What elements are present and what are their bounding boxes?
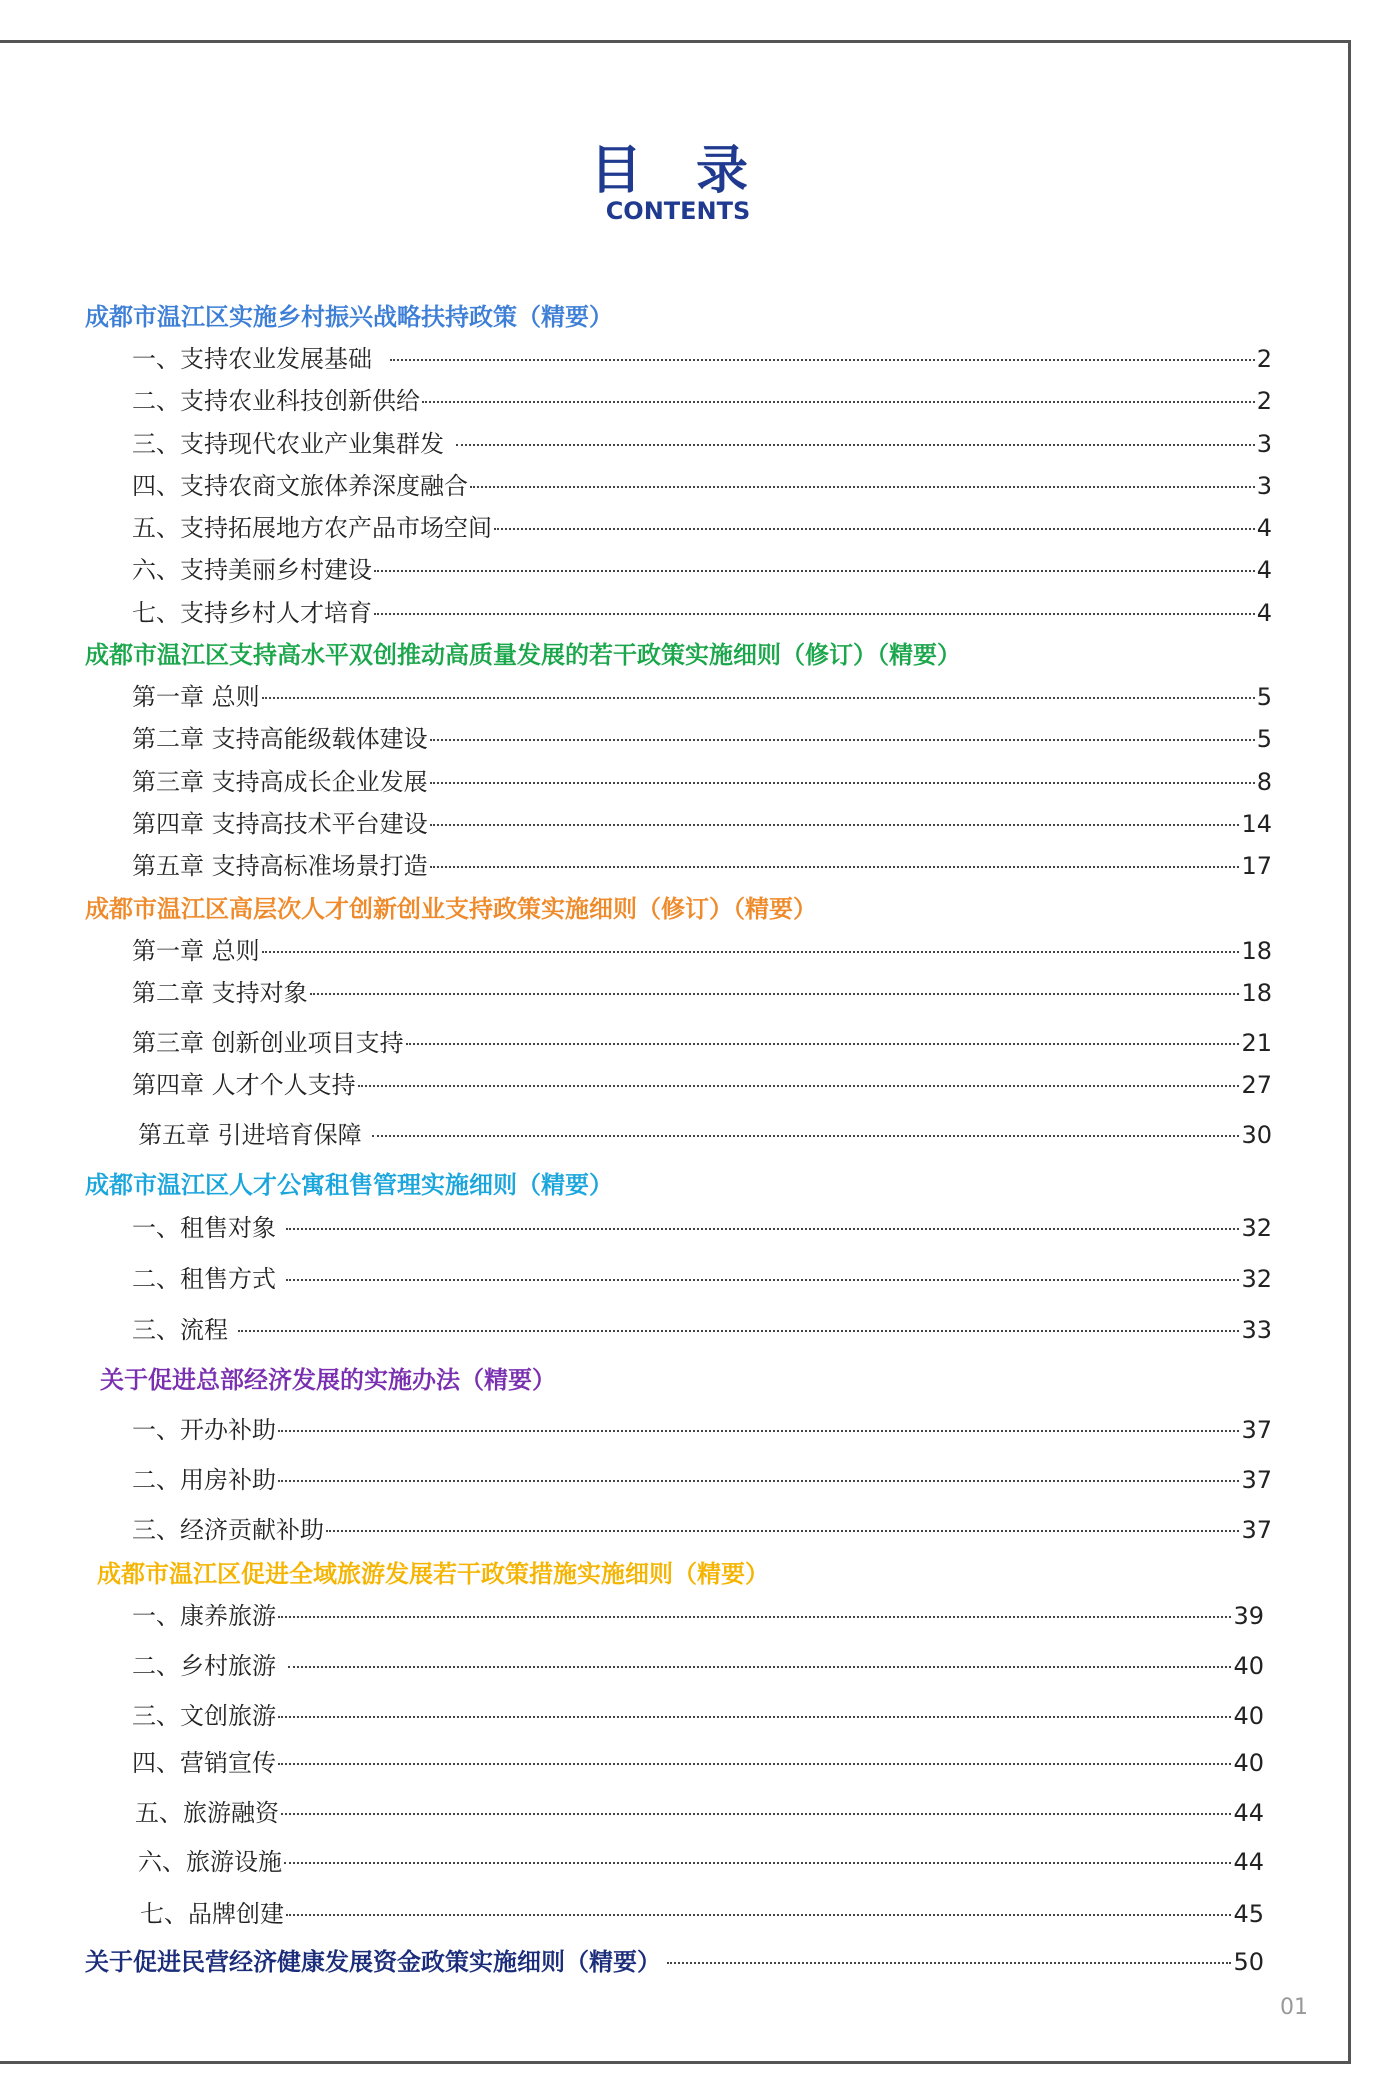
toc-entry-label: 第二章 支持高能级载体建设: [132, 725, 428, 753]
toc-entry-page: 39: [1233, 1602, 1264, 1630]
toc-entry-page: 21: [1241, 1029, 1272, 1057]
toc-entry-label: 二、用房补助: [132, 1466, 276, 1494]
toc-entry-page: 30: [1241, 1121, 1272, 1149]
toc-leader: [374, 613, 1255, 615]
toc-entry[interactable]: [132, 343, 1272, 375]
toc-entry-label: 第四章 支持高技术平台建设: [132, 810, 428, 838]
toc-entry-label: 一、开办补助: [132, 1416, 276, 1444]
toc-entry-label: 第三章 支持高成长企业发展: [132, 768, 428, 796]
toc-leader: [286, 1279, 1239, 1281]
toc-leader: [667, 1962, 1231, 1964]
toc-entry[interactable]: [132, 1650, 1264, 1682]
toc-entry[interactable]: [132, 1069, 1272, 1101]
toc-entry[interactable]: [132, 512, 1272, 544]
toc-entry-page: 45: [1233, 1900, 1264, 1928]
toc-leader: [430, 866, 1240, 868]
toc-entry[interactable]: [132, 1600, 1264, 1632]
toc-entry-page: 2: [1256, 345, 1272, 373]
toc-entry[interactable]: [132, 1314, 1272, 1346]
toc-section-title[interactable]: 成都市温江区支持高水平双创推动高质量发展的若干政策实施细则（修订）（精要）: [85, 641, 961, 669]
toc-entry-page: 8: [1256, 768, 1272, 796]
toc-entry-label: 第三章 创新创业项目支持: [132, 1029, 404, 1057]
toc-leader: [278, 1763, 1231, 1765]
toc-entry[interactable]: [138, 1846, 1264, 1878]
toc-entry[interactable]: [140, 1898, 1264, 1930]
toc-entry-page: 4: [1256, 514, 1272, 542]
toc-section-title[interactable]: 成都市温江区促进全域旅游发展若干政策措施实施细则（精要）: [97, 1560, 769, 1588]
toc-entry[interactable]: [132, 1747, 1264, 1779]
toc-section-title[interactable]: 成都市温江区实施乡村振兴战略扶持政策（精要）: [85, 303, 613, 331]
toc-entry[interactable]: [132, 808, 1272, 840]
toc-leader: [278, 1430, 1239, 1432]
toc-entry-label: 一、支持农业发展基础: [132, 345, 372, 373]
toc-entry[interactable]: [132, 597, 1272, 629]
toc-entry-page: 18: [1241, 979, 1272, 1007]
toc-entry-label: 第五章 引进培育保障: [138, 1121, 362, 1149]
toc-entry-label: 五、支持拓展地方农产品市场空间: [132, 514, 492, 542]
toc-entry[interactable]: [132, 1027, 1272, 1059]
toc-entry[interactable]: [132, 385, 1272, 417]
toc-entry-page: 50: [1233, 1948, 1264, 1976]
toc-leader: [390, 359, 1255, 361]
toc-entry-label: 三、流程: [132, 1316, 228, 1344]
toc-leader: [278, 1616, 1231, 1618]
toc-entry-page: 5: [1256, 725, 1272, 753]
toc-entry-page: 32: [1241, 1214, 1272, 1242]
toc-entry[interactable]: [132, 554, 1272, 586]
toc-entry-label: 三、文创旅游: [132, 1702, 276, 1730]
toc-entry-label: 第四章 人才个人支持: [132, 1071, 356, 1099]
toc-entry[interactable]: [132, 1464, 1272, 1496]
toc-leader: [374, 570, 1255, 572]
toc-entry-label: 一、康养旅游: [132, 1602, 276, 1630]
toc-entry-page: 14: [1241, 810, 1272, 838]
toc-leader: [456, 444, 1255, 446]
toc-leader: [422, 401, 1255, 403]
toc-entry-page: 40: [1233, 1702, 1264, 1730]
toc-leader: [430, 782, 1255, 784]
toc-section-title[interactable]: 关于促进总部经济发展的实施办法（精要）: [100, 1366, 556, 1394]
toc-entry-page: 4: [1256, 599, 1272, 627]
toc-entry-page: 5: [1256, 683, 1272, 711]
toc-section-entry[interactable]: [85, 1946, 1264, 1978]
toc-leader: [310, 993, 1240, 995]
toc-entry-page: 33: [1241, 1316, 1272, 1344]
toc-entry-page: 40: [1233, 1749, 1264, 1777]
toc-entry-label: 二、乡村旅游: [132, 1652, 276, 1680]
toc-entry-label: 第一章 总则: [132, 683, 260, 711]
toc-leader: [284, 1862, 1231, 1864]
toc-entry-label: 七、支持乡村人才培育: [132, 599, 372, 627]
toc-leader: [358, 1085, 1240, 1087]
toc-entry-label: 三、经济贡献补助: [132, 1516, 324, 1544]
toc-entry-page: 37: [1241, 1466, 1272, 1494]
toc-leader: [286, 1914, 1231, 1916]
toc-leader: [470, 486, 1255, 488]
toc-entry-page: 44: [1233, 1848, 1264, 1876]
toc-entry-label: 第一章 总则: [132, 937, 260, 965]
toc-entry-page: 40: [1233, 1652, 1264, 1680]
toc-entry-page: 3: [1256, 430, 1272, 458]
toc-entry[interactable]: [132, 977, 1272, 1009]
toc-leader: [430, 824, 1240, 826]
toc-entry[interactable]: [132, 428, 1272, 460]
toc-leader: [326, 1530, 1239, 1532]
page-subtitle: CONTENTS: [605, 197, 751, 225]
toc-leader: [288, 1666, 1231, 1668]
toc-leader: [372, 1135, 1240, 1137]
toc-entry-page: 37: [1241, 1516, 1272, 1544]
toc-entry-label: 六、旅游设施: [138, 1848, 282, 1876]
toc-entry[interactable]: [132, 935, 1272, 967]
toc-leader: [430, 739, 1255, 741]
toc-entry-page: 2: [1256, 387, 1272, 415]
toc-entry-page: 17: [1241, 852, 1272, 880]
page-title: 目 录: [589, 141, 767, 201]
toc-entry-label: 二、租售方式: [132, 1265, 276, 1293]
toc-leader: [286, 1228, 1239, 1230]
toc-leader: [238, 1330, 1239, 1332]
toc-entry[interactable]: [138, 1119, 1272, 1151]
toc-leader: [278, 1716, 1231, 1718]
toc-entry-label: 四、支持农商文旅体养深度融合: [132, 472, 468, 500]
toc-entry-label: 第五章 支持高标准场景打造: [132, 852, 428, 880]
toc-entry-page: 18: [1241, 937, 1272, 965]
toc-entry[interactable]: [132, 1414, 1272, 1446]
toc-entry[interactable]: [132, 1514, 1272, 1546]
toc-entry-label: 五、旅游融资: [135, 1799, 279, 1827]
toc-entry[interactable]: [132, 1700, 1264, 1732]
toc-entry[interactable]: [135, 1797, 1264, 1829]
toc-entry-label: 二、支持农业科技创新供给: [132, 387, 420, 415]
toc-entry-page: 3: [1256, 472, 1272, 500]
toc-entry[interactable]: [132, 1212, 1272, 1244]
toc-entry-page: 27: [1241, 1071, 1272, 1099]
toc-entry-page: 44: [1233, 1799, 1264, 1827]
toc-entry-label: 一、租售对象: [132, 1214, 276, 1242]
toc-entry[interactable]: [132, 1263, 1272, 1295]
toc-entry-label: 四、营销宣传: [132, 1749, 276, 1777]
toc-entry[interactable]: [132, 681, 1272, 713]
toc-leader: [262, 697, 1255, 699]
toc-entry[interactable]: [132, 723, 1272, 755]
toc-entry-page: 37: [1241, 1416, 1272, 1444]
toc-entry[interactable]: [132, 470, 1272, 502]
toc-section-title[interactable]: 成都市温江区人才公寓租售管理实施细则（精要）: [85, 1171, 613, 1199]
toc-leader: [406, 1043, 1240, 1045]
toc-entry-label: 三、支持现代农业产业集群发: [132, 430, 444, 458]
toc-entry-page: 32: [1241, 1265, 1272, 1293]
page-number: 01: [1280, 1995, 1308, 2020]
toc-section-title[interactable]: 成都市温江区高层次人才创新创业支持政策实施细则（修订）（精要）: [85, 895, 817, 923]
toc-entry[interactable]: [132, 766, 1272, 798]
toc-section-title: 关于促进民营经济健康发展资金政策实施细则（精要）: [85, 1948, 661, 1976]
toc-leader: [281, 1813, 1231, 1815]
toc-leader: [262, 951, 1240, 953]
toc-entry-label: 七、品牌创建: [140, 1900, 284, 1928]
toc-entry[interactable]: [132, 850, 1272, 882]
toc-entry-label: 第二章 支持对象: [132, 979, 308, 1007]
toc-entry-page: 4: [1256, 556, 1272, 584]
toc-leader: [494, 528, 1255, 530]
toc-entry-label: 六、支持美丽乡村建设: [132, 556, 372, 584]
toc-leader: [278, 1480, 1239, 1482]
